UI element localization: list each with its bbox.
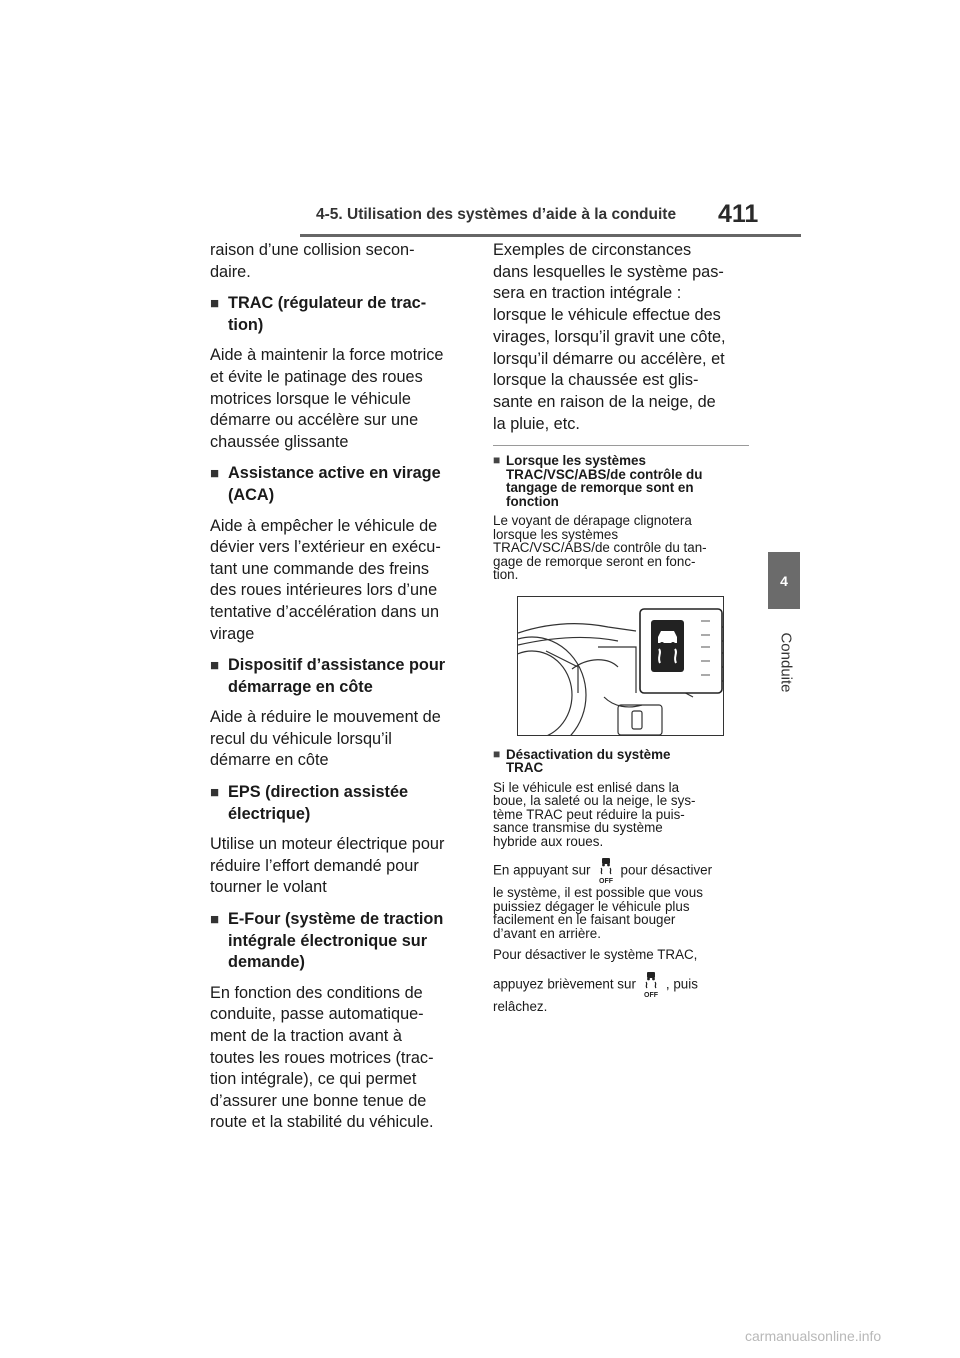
deactivate-text-2-before: appuyez brièvement sur: [493, 976, 636, 992]
intro-text: raison d’une collision secon- daire.: [210, 241, 415, 281]
press-text-after: pour désactiver le système, il est possible que vous puissiez dégager le véhicule plus facilement en le faisant bouger d’avant en arrière.: [493, 862, 713, 941]
deactivate-text-2: [493, 970, 753, 1014]
hill-heading-text: Dispositif d’assistance pour démarrage en côte: [228, 656, 446, 696]
aca-text: Aide à empêcher le véhicule de dévier vers l’extérieur en exécu- tant une commande des freins des roues intérieures lors d’une tentative d’accélération dans un virage: [210, 516, 441, 643]
footer-brand[interactable]: carmanualsonline.info: [745, 1328, 882, 1344]
hill-text: Aide à réduire le mouvement de recul du véhicule lorsqu’il démarre en côte: [210, 708, 441, 770]
dashboard-drawing: [518, 597, 723, 735]
square-bullet-icon: ■: [210, 295, 220, 313]
header-divider: [300, 234, 801, 237]
chapter-label: Conduite: [777, 632, 795, 693]
square-bullet-icon: ■: [493, 746, 501, 761]
operating-text: Le voyant de dérapage clignotera lorsque les systèmes TRAC/VSC/ABS/de contrôle du tan- gage de remorque seront en fonc- tion.: [493, 513, 707, 583]
disable-text: Si le véhicule est enlisé dans la boue, la saleté ou la neige, le sys- tème TRAC peut réduire la puis- sance transmise du système hybride aux roues.: [493, 779, 696, 849]
vsc-off-icon: [640, 970, 662, 1000]
section-title: 4-5. Utilisation des systèmes d’aide à la conduite: [316, 206, 677, 223]
deactivate-text-2-after: , puis relâchez.: [493, 976, 698, 1014]
trac-heading-text: TRAC (régulateur de trac- tion): [228, 294, 427, 334]
chapter-number: 4: [780, 572, 788, 589]
examples-text: Exemples de circonstances dans lesquelles le système pas- sera en traction intégrale : lorsque le véhicule effectue des virages, lorsqu’il gravit une côte, lorsqu’il démarre ou accélère, et lorsque la chaussée est glis- sante en raison de la neige, de la pluie, etc.: [493, 241, 726, 433]
press-text-before: En appuyant sur: [493, 862, 591, 878]
efour-heading: [210, 909, 465, 974]
efour-heading-text: E-Four (système de traction intégrale électronique sur demande): [228, 910, 444, 972]
press-text: [493, 856, 753, 940]
disable-heading-text: Désactivation du système TRAC: [506, 746, 671, 776]
deactivate-text-1: Pour désactiver le système TRAC,: [493, 947, 698, 963]
square-bullet-icon: ■: [493, 453, 501, 468]
eps-heading: [210, 782, 465, 825]
chapter-tab[interactable]: [768, 552, 800, 609]
disable-heading: [493, 748, 753, 775]
off-label: OFF: [643, 991, 658, 999]
slip-indicator-icon: [651, 620, 684, 672]
right-column: [493, 240, 753, 1021]
trac-text: Aide à maintenir la force motrice et évite le patinage des roues motrices lorsque le véhicule démarre ou accélère sur une chaussée glissante: [210, 346, 444, 451]
operating-heading: [493, 454, 753, 508]
hill-heading: [210, 655, 465, 698]
off-label: OFF: [598, 878, 613, 886]
page-number: 411: [718, 200, 759, 228]
square-bullet-icon: ■: [210, 784, 220, 802]
aca-heading-text: Assistance active en virage (ACA): [228, 464, 441, 504]
left-column: [210, 240, 465, 1144]
square-bullet-icon: ■: [210, 911, 220, 929]
dashboard-illustration: [517, 596, 724, 736]
eps-heading-text: EPS (direction assistée électrique): [228, 783, 409, 823]
square-bullet-icon: ■: [210, 657, 220, 675]
aca-heading: [210, 463, 465, 506]
efour-text: En fonction des conditions de conduite, passe automatique- ment de la traction avant à toutes les roues motrices (trac- tion intégrale), ce qui permet d’assurer une bonne tenue de route et la stabilité du véhicule.: [210, 983, 434, 1132]
section-divider: [493, 445, 749, 446]
trac-heading: [210, 293, 465, 336]
square-bullet-icon: ■: [210, 465, 220, 483]
eps-text: Utilise un moteur électrique pour réduire l’effort demandé pour tourner le volant: [210, 835, 445, 897]
operating-heading-text: Lorsque les systèmes TRAC/VSC/ABS/de contrôle du tangage de remorque sont en fonction: [506, 453, 703, 509]
vsc-off-icon: [595, 856, 617, 886]
